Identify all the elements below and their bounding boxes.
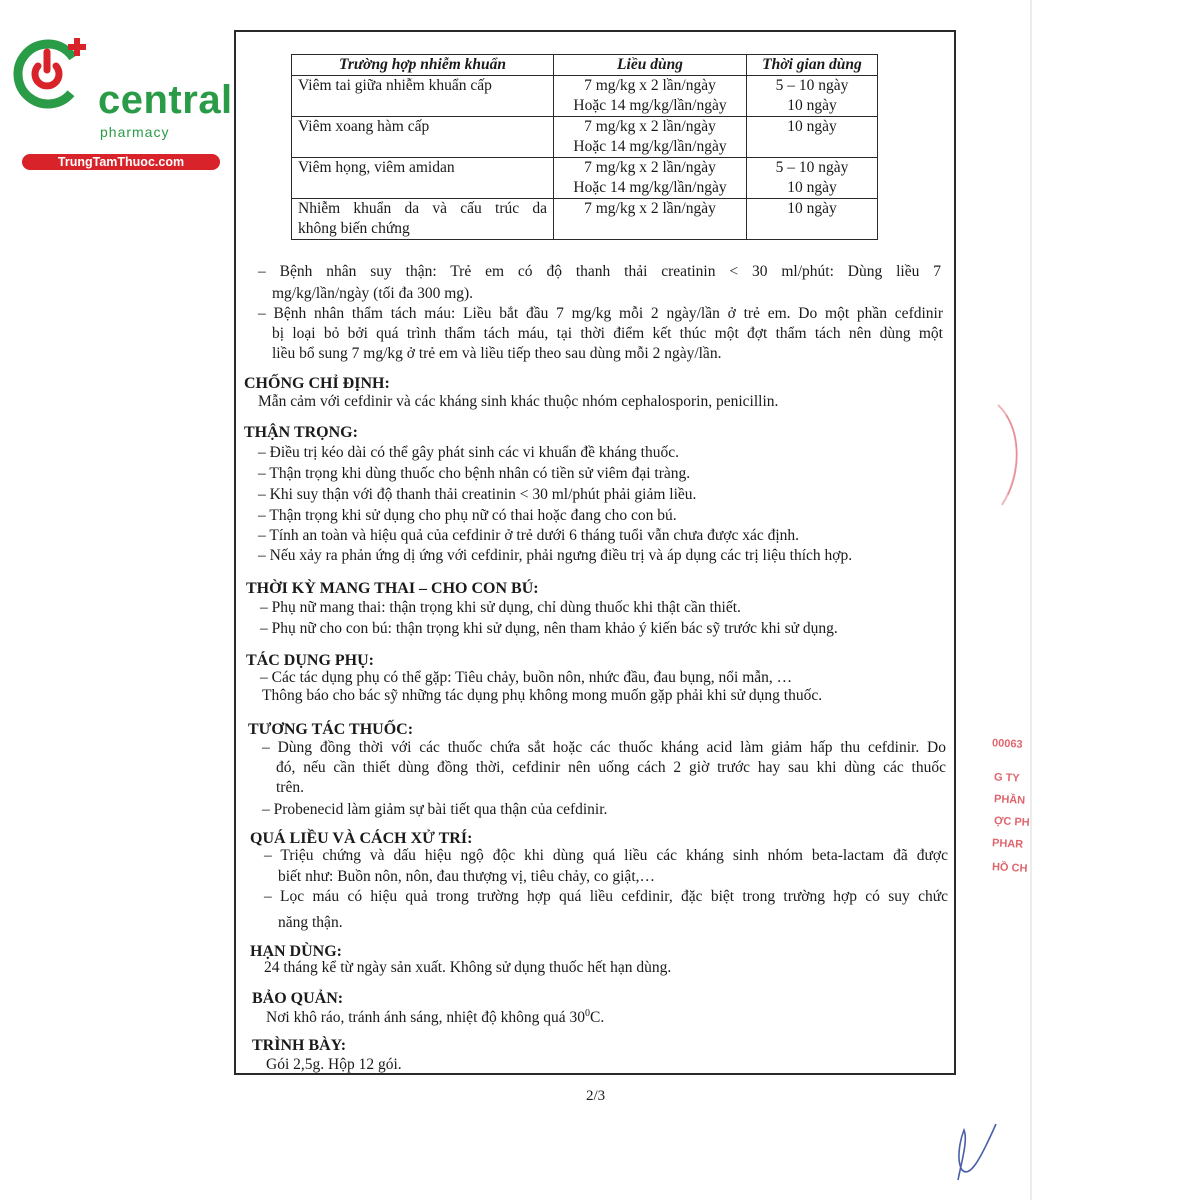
- section-text: Thông báo cho bác sỹ những tác dụng phụ không mong muốn gặp phải khi sử dụng thuốc.: [262, 687, 823, 704]
- logo-mark-icon: [10, 36, 100, 116]
- section-heading: BẢO QUẢN:: [252, 990, 344, 1007]
- list-item-cont: trên.: [276, 779, 304, 796]
- table-cell-case: Viêm tai giữa nhiễm khuẩn cấp: [292, 76, 554, 117]
- list-item: – Khi suy thận với độ thanh thải creatinin < 30 ml/phút phải giảm liều.: [258, 486, 697, 503]
- signature-icon: [948, 1120, 1008, 1190]
- table-cell-case: Viêm xoang hàm cấp: [292, 117, 554, 158]
- list-item: – Tính an toàn và hiệu quả của cefdinir ở trẻ dưới 6 tháng tuổi vẫn chưa được xác định.: [258, 527, 800, 544]
- logo-name: central: [98, 78, 233, 122]
- section-heading: THỜI KỲ MANG THAI – CHO CON BÚ:: [246, 580, 539, 597]
- table-header-dose: Liều dùng: [554, 55, 747, 76]
- table-cell-dose: 7 mg/kg x 2 lần/ngày: [554, 199, 747, 240]
- section-text: Gói 2,5g. Hộp 12 gói.: [266, 1056, 402, 1073]
- list-item: – Thận trọng khi sử dụng cho phụ nữ có thai hoặc đang cho con bú.: [258, 507, 677, 524]
- list-item: – Dùng đồng thời với các thuốc chứa sắt hoặc các thuốc kháng acid làm giảm hấp thu cefdinir. Do: [262, 739, 946, 756]
- stamp-arc-icon: [990, 400, 1030, 510]
- section-heading: CHỐNG CHỈ ĐỊNH:: [244, 375, 390, 392]
- list-item: – Lọc máu có hiệu quả trong trường hợp quá liều cefdinir, đặc biệt trong trường hợp có suy chức: [264, 888, 948, 905]
- dialysis-line: – Bệnh nhân thẩm tách máu: Liều bắt đầu 7 mg/kg mỗi 2 ngày/lần ở trẻ em. Do một phần cefdinir: [258, 305, 943, 322]
- page-edge: [1030, 0, 1032, 1200]
- dialysis-line: liều bổ sung 7 mg/kg ở trẻ em và liều tiếp theo sau dùng mỗi 2 ngày/lần.: [272, 345, 722, 362]
- renal-line: – Bệnh nhân suy thận: Trẻ em có độ thanh thải creatinin < 30 ml/phút: Dùng liều 7: [258, 263, 941, 280]
- section-heading: HẠN DÙNG:: [250, 943, 342, 960]
- list-item: – Các tác dụng phụ có thể gặp: Tiêu chảy, buồn nôn, nhức đầu, đau bụng, nổi mẫn, …: [260, 669, 793, 686]
- table-row: [292, 158, 878, 199]
- dosage-table: [291, 54, 878, 240]
- section-heading: THẬN TRỌNG:: [244, 424, 358, 441]
- table-cell-case: Viêm họng, viêm amidan: [292, 158, 554, 199]
- list-item: – Điều trị kéo dài có thể gây phát sinh các vi khuẩn đề kháng thuốc.: [258, 444, 679, 461]
- table-cell-time: 10 ngày: [747, 117, 878, 158]
- list-item: – Triệu chứng và dấu hiệu ngộ độc khi dùng quá liều các kháng sinh nhóm beta-lactam đã được: [264, 847, 948, 864]
- table-cell-time: 5 – 10 ngày 10 ngày: [747, 158, 878, 199]
- list-item: – Thận trọng khi dùng thuốc cho bệnh nhân có tiền sử viêm đại tràng.: [258, 465, 691, 482]
- renal-line: mg/kg/lần/ngày (tối đa 300 mg).: [272, 285, 474, 302]
- stamp-text: ỢC PH: [993, 815, 1030, 829]
- stamp-text: HỒ CH: [991, 861, 1028, 875]
- section-text: 24 tháng kể từ ngày sản xuất. Không sử dụng thuốc hết hạn dùng.: [264, 959, 672, 976]
- table-header-time: Thời gian dùng: [747, 55, 878, 76]
- table-cell-dose: 7 mg/kg x 2 lần/ngày Hoặc 14 mg/kg/lần/ngày: [554, 76, 747, 117]
- stamp-text: 00063: [991, 737, 1023, 751]
- section-text: Nơi khô ráo, tránh ánh sáng, nhiệt độ không quá $30^0C$.: [266, 1008, 605, 1027]
- logo-subtitle: pharmacy: [100, 124, 170, 140]
- table-row: [292, 76, 878, 117]
- list-item: – Probenecid làm giảm sự bài tiết qua thận của cefdinir.: [262, 801, 608, 818]
- section-heading: TÁC DỤNG PHỤ:: [246, 652, 374, 669]
- section-text: Mẫn cảm với cefdinir và các kháng sinh khác thuộc nhóm cephalosporin, penicillin.: [258, 393, 779, 410]
- table-row: [292, 199, 878, 240]
- page-number: 2/3: [586, 1088, 606, 1104]
- list-item: – Phụ nữ cho con bú: thận trọng khi sử dụng, nên tham khảo ý kiến bác sỹ trước khi sử dụng.: [260, 620, 838, 637]
- central-pharmacy-logo[interactable]: [10, 36, 233, 169]
- table-header-row: [292, 55, 878, 76]
- section-heading: TƯƠNG TÁC THUỐC:: [248, 721, 414, 738]
- table-cell-time: 5 – 10 ngày 10 ngày: [747, 76, 878, 117]
- stamp-text: PHAR: [991, 837, 1024, 851]
- list-item-cont: biết như: Buồn nôn, nôn, đau thượng vị, tiêu chảy, co giật,…: [278, 868, 655, 885]
- section-heading: QUÁ LIỀU VÀ CÁCH XỬ TRÍ:: [250, 830, 473, 847]
- table-row: [292, 117, 878, 158]
- list-item: – Phụ nữ mang thai: thận trọng khi sử dụng, chỉ dùng thuốc khi thật cần thiết.: [260, 599, 741, 616]
- dialysis-line: bị loại bỏ bởi quá trình thẩm tách máu, tại thời điểm kết thúc một đợt thẩm tách nên dùng một: [272, 325, 943, 342]
- section-heading: TRÌNH BÀY:: [252, 1037, 347, 1054]
- list-item: – Nếu xảy ra phản ứng dị ứng với cefdinir, phải ngưng điều trị và áp dụng các trị liệu thích hợp.: [258, 547, 853, 564]
- list-item-cont: đó, nếu cần thiết dùng đồng thời, cefdinir nên uống cách 2 giờ trước hay sau khi dùng các thuốc: [276, 759, 946, 776]
- red-stamp: [990, 720, 1040, 900]
- logo-url[interactable]: TrungTamThuoc.com: [57, 155, 185, 169]
- stamp-text: G TY: [993, 771, 1020, 785]
- list-item-cont: năng thận.: [278, 914, 343, 931]
- stamp-text: PHẦN: [993, 793, 1026, 807]
- table-header-case: Trường hợp nhiễm khuẩn: [292, 55, 554, 76]
- table-cell-case: Nhiễm khuẩn da và cấu trúc da không biến chứng: [292, 199, 554, 240]
- table-cell-dose: 7 mg/kg x 2 lần/ngày Hoặc 14 mg/kg/lần/ngày: [554, 158, 747, 199]
- table-cell-time: 10 ngày: [747, 199, 878, 240]
- table-cell-dose: 7 mg/kg x 2 lần/ngày Hoặc 14 mg/kg/lần/ngày: [554, 117, 747, 158]
